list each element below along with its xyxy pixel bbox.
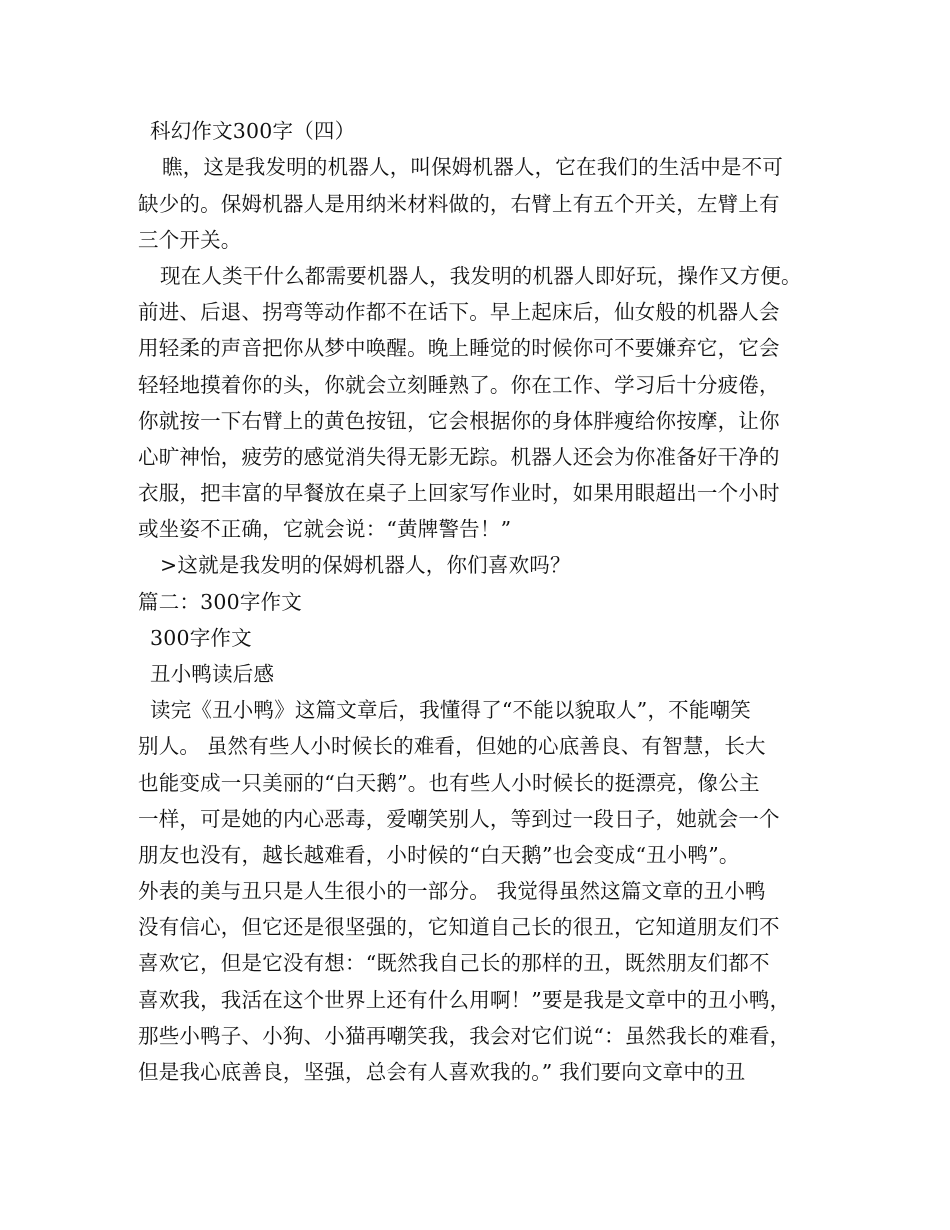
section-subtitle: 300字作文 — [150, 626, 252, 650]
essay-title: 科幻作文300字（四） — [150, 119, 356, 143]
paragraph-line: 喜欢我，我活在这个世界上还有什么用啊！”要是我是文章中的丑小鸭， — [138, 988, 791, 1012]
paragraph-line: 或坐姿不正确，它就会说：“黄牌警告！” — [138, 517, 512, 541]
paragraph-line: 衣服，把丰富的早餐放在桌子上回家写作业时，如果用眼超出一个小时 — [138, 481, 780, 505]
paragraph-line: 前进、后退、拐弯等动作都不在话下。早上起床后，仙女般的机器人会 — [138, 300, 780, 324]
paragraph-line: 用轻柔的声音把你从梦中唤醒。晚上睡觉的时候你可不要嫌弃它，它会 — [138, 336, 780, 360]
paragraph-line: 缺少的。保姆机器人是用纳米材料做的，右臂上有五个开关，左臂上有 — [138, 192, 780, 216]
paragraph-line: 没有信心，但它还是很坚强的，它知道自己长的很丑，它知道朋友们不 — [138, 915, 780, 939]
paragraph-line: >这就是我发明的保姆机器人，你们喜欢吗？ — [160, 553, 571, 577]
paragraph-line: 朋友也没有，越长越难看，小时候的“白天鹅”也会变成“丑小鸭”。 — [138, 843, 740, 867]
paragraph-line: 你就按一下右臂上的黄色按钮，它会根据你的身体胖瘦给你按摩，让你 — [138, 409, 780, 433]
paragraph-line: 但是我心底善良，坚强，总会有人喜欢我的。” 我们要向文章中的丑 — [138, 1060, 746, 1084]
paragraph-line: 那些小鸭子、小狗、小猫再嘲笑我，我会对它们说“：虽然我长的难看， — [138, 1024, 791, 1048]
paragraph-line: 别人。 虽然有些人小时候长的难看，但她的心底善良、有智慧，长大 — [138, 734, 766, 758]
paragraph-line: 喜欢它，但是它没有想：“既然我自己长的那样的丑，既然朋友们都不 — [138, 951, 770, 975]
paragraph-line: 外表的美与丑只是人生很小的一部分。 我觉得虽然这篇文章的丑小鸭 — [138, 879, 766, 903]
paragraph-line: 瞧，这是我发明的机器人，叫保姆机器人，它在我们的生活中是不可 — [162, 155, 783, 179]
paragraph-line: 读完《丑小鸭》这篇文章后，我懂得了“不能以貌取人”，不能嘲笑 — [150, 698, 751, 722]
section-heading: 篇二：300字作文 — [138, 590, 302, 614]
paragraph-line: 一样，可是她的内心恶毒，爱嘲笑别人，等到过一段日子，她就会一个 — [138, 807, 780, 831]
paragraph-line: 三个开关。 — [138, 228, 242, 252]
essay-title: 丑小鸭读后感 — [150, 662, 275, 686]
paragraph-line: 也能变成一只美丽的“白天鹅”。也有些人小时候长的挺漂亮，像公主 — [138, 771, 760, 795]
paragraph-line: 轻轻地摸着你的头，你就会立刻睡熟了。你在工作、学习后十分疲倦， — [138, 373, 780, 397]
paragraph-line: 现在人类干什么都需要机器人，我发明的机器人即好玩，操作又方便。 — [160, 264, 802, 288]
paragraph-line: 心旷神怡，疲劳的感觉消失得无影无踪。机器人还会为你准备好干净的 — [138, 445, 780, 469]
